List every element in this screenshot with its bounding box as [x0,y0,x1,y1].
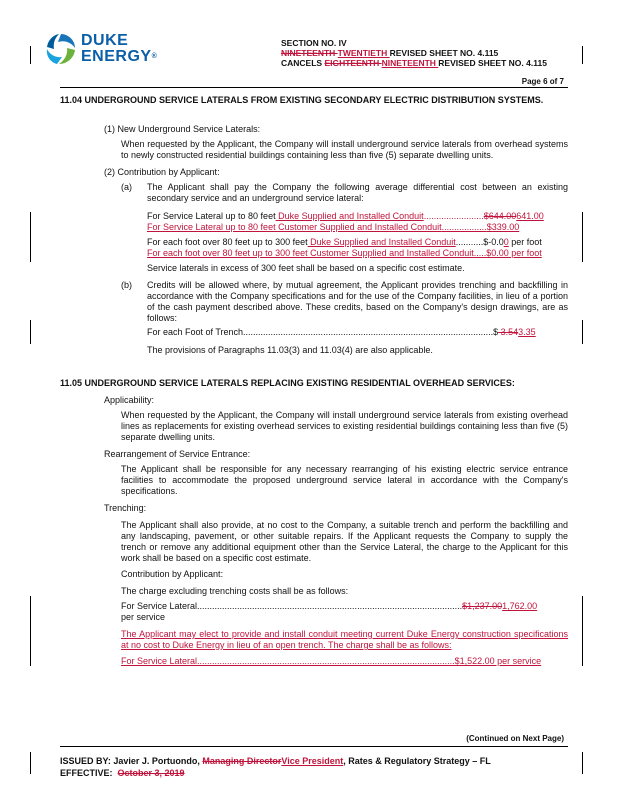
rate-row-2-dots: .................. [441,222,487,232]
issued-by-deleted-title: Managing Director [202,756,282,766]
effective-label: EFFECTIVE: [60,768,113,778]
trenching-label: Trenching: [104,503,147,513]
conduit-option-text: The Applicant may elect to provide and install conduit meeting current Duke Energy construction specifications at no cost to Duke Energy in lieu of an open trench. The charge shall be as follows: [121,629,568,650]
rate-row-2 [147,222,519,233]
logo-text-duke: DUKE [81,32,129,49]
change-bar [582,596,583,666]
change-bar [582,46,583,64]
new-underground-label: (1) New Underground Service Laterals: [104,124,261,134]
sheet-deleted: NINETEENTH [281,48,338,58]
rate-row-4 [147,248,542,259]
rate-row-1-dots: ........................ [423,211,484,221]
rate-row-2-label: For Service Lateral up to 80 feet Customer Supplied and Installed Conduit [147,222,442,232]
service-lateral-2-dots: ....................................................................................................... [197,656,455,666]
rearrangement-label: Rearrangement of Service Entrance: [104,449,251,459]
change-bar [582,320,583,344]
rate-row-1 [147,211,544,222]
provisions-text: The provisions of Paragraphs 11.03(3) and 11.03(4) are also applicable. [147,345,433,355]
footer-rule [60,746,568,747]
rate-row-3-suffix: per foot [508,237,542,247]
item-b-label: (b) [121,280,132,290]
trenching-text: The Applicant shall also provide, at no cost to the Company, a suitable trench and perform the backfilling and any landscaping, pavement, or other suitable repairs. If the Applicant requests the Company to supply the trench or remove any additional equipment other than the Service Lateral, the charge to the Applicant for this work shall be based on a specific cost estimate. [121,520,568,563]
issued-by-line [60,756,491,767]
sheet-inserted: TWENTIETH [337,48,390,58]
issued-by-name: Javier J. Portuondo, [110,756,203,766]
cancels-prefix: CANCELS [281,58,325,68]
rearrangement-text: The Applicant shall be responsible for any necessary rearranging of his existing electric service entrance facilities to accommodate the proposed underground service lateral in accordance with the Company's specifications. [121,464,568,496]
rate-row-1-label: For Service Lateral up to 80 feet [147,211,276,221]
rate-row-3-label: For each foot over 80 feet up to 300 feet [147,237,308,247]
rate-row-2-value: $339.00 [486,222,520,232]
rate-row-4-value: $0.00 per foot [486,248,542,258]
rate-row-4-dots: ..... [473,248,487,258]
cancels-line [281,58,547,69]
issued-by-new-title: Vice President [281,756,344,766]
change-bar [582,752,583,774]
logo-registered-mark: ® [151,53,158,60]
service-lateral-label: For Service Lateral [121,601,198,611]
logo-text-energy [81,48,157,65]
contribution-applicant-label: Contribution by Applicant: [121,569,224,579]
rate-row-3-inserted: Duke Supplied and Installed Conduit [307,237,456,247]
applicability-label: Applicability: [104,395,155,405]
continued-note: (Continued on Next Page) [466,734,564,743]
logo-energy-word: ENERGY [81,48,152,65]
cancels-rest: REVISED SHEET NO. 4.115 [438,58,547,68]
effective-deleted-date: October 3, 2019 [117,768,185,778]
trench-row [147,327,536,338]
service-lateral-new-value: 1,762.00 [502,601,538,611]
trench-new-value: 3.35 [518,327,536,337]
item-a-label: (a) [121,182,132,192]
trench-label: For each Foot of Trench [147,327,244,337]
cancels-inserted: NINETEENTH [381,58,439,68]
sheet-rest: REVISED SHEET NO. 4.115 [389,48,499,58]
rate-row-3-value-inserted: 0 [503,237,509,247]
service-lateral-row-2 [121,656,541,667]
service-lateral-2-label: For Service Lateral [121,656,198,666]
section-11-05-title: 11.05 UNDERGROUND SERVICE LATERALS REPLACING EXISTING RESIDENTIAL OVERHEAD SERVICES: [60,378,515,388]
rate-row-1-inserted: Duke Supplied and Installed Conduit [275,211,424,221]
issued-by-label: ISSUED BY: [60,756,111,766]
section-number: SECTION NO. IV [281,38,347,48]
item-a-text: The Applicant shall pay the Company the following average differential cost between an existing secondary service and an underground service lateral: [147,182,568,203]
section-11-04-title: 11.04 UNDERGROUND SERVICE LATERALS FROM EXISTING SECONDARY ELECTRIC DISTRIBUTION SYSTEMS. [60,95,544,105]
page-number: Page 6 of 7 [521,77,564,86]
new-underground-text: When requested by the Applicant, the Company will install underground service laterals from overhead systems to newly constructed residential buildings containing less than five (5) separate dwelling units. [121,139,568,160]
trench-old-value: 3.54 [498,327,519,337]
charge-text: The charge excluding trenching costs shall be as follows: [121,586,349,596]
rate-row-5: Service laterals in excess of 300 feet shall be based on a specific cost estimate. [147,263,465,273]
duke-energy-logo-icon [44,32,78,66]
logo [44,30,158,70]
change-bar [30,596,31,666]
applicability-text: When requested by the Applicant, the Company will install underground service laterals from existing overhead lines as replacements for existing overhead services to existing residential buildings containing less than five (5) separate dwelling units. [121,410,568,442]
trench-dots: .................................................................................................... [243,327,494,337]
effective-line [60,768,185,779]
issued-by-rest: , Rates & Regulatory Strategy – FL [343,756,491,766]
service-lateral-2-value: $1,522.00 per service [454,656,542,666]
rate-row-3-dots: ........... [455,237,484,247]
rate-row-3-value: $-0.0 [483,237,504,247]
trench-value-prefix: $ [493,327,499,337]
service-lateral-old-value: $1,237.00 [462,601,503,611]
change-bar [30,752,31,774]
change-bar [30,212,31,262]
change-bar [30,46,31,64]
contribution-label: (2) Contribution by Applicant: [104,167,220,177]
cancels-deleted: EIGHTEENTH [324,58,382,68]
item-b-text: Credits will be allowed where, by mutual agreement, the Applicant provides trenching and backfilling in accordance with the Company specifications and for the use of the Company facilities, in lieu of a portion of the cash payment described above. These credits, based on the Company's design drawings, are as follows: [147,280,568,323]
rate-row-1-new-value: 641.00 [516,211,544,221]
rate-row-3 [147,237,542,248]
per-service-text: per service [121,612,166,622]
rate-row-1-old-value: $644.00 [483,211,517,221]
service-lateral-row [121,601,537,612]
service-lateral-dots: .......................................................................................................... [197,601,463,611]
change-bar [30,320,31,344]
header-rule [60,87,568,88]
rate-row-4-label: For each foot over 80 feet up to 300 feet Customer Supplied and Installed Conduit [147,248,474,258]
change-bar [582,212,583,262]
